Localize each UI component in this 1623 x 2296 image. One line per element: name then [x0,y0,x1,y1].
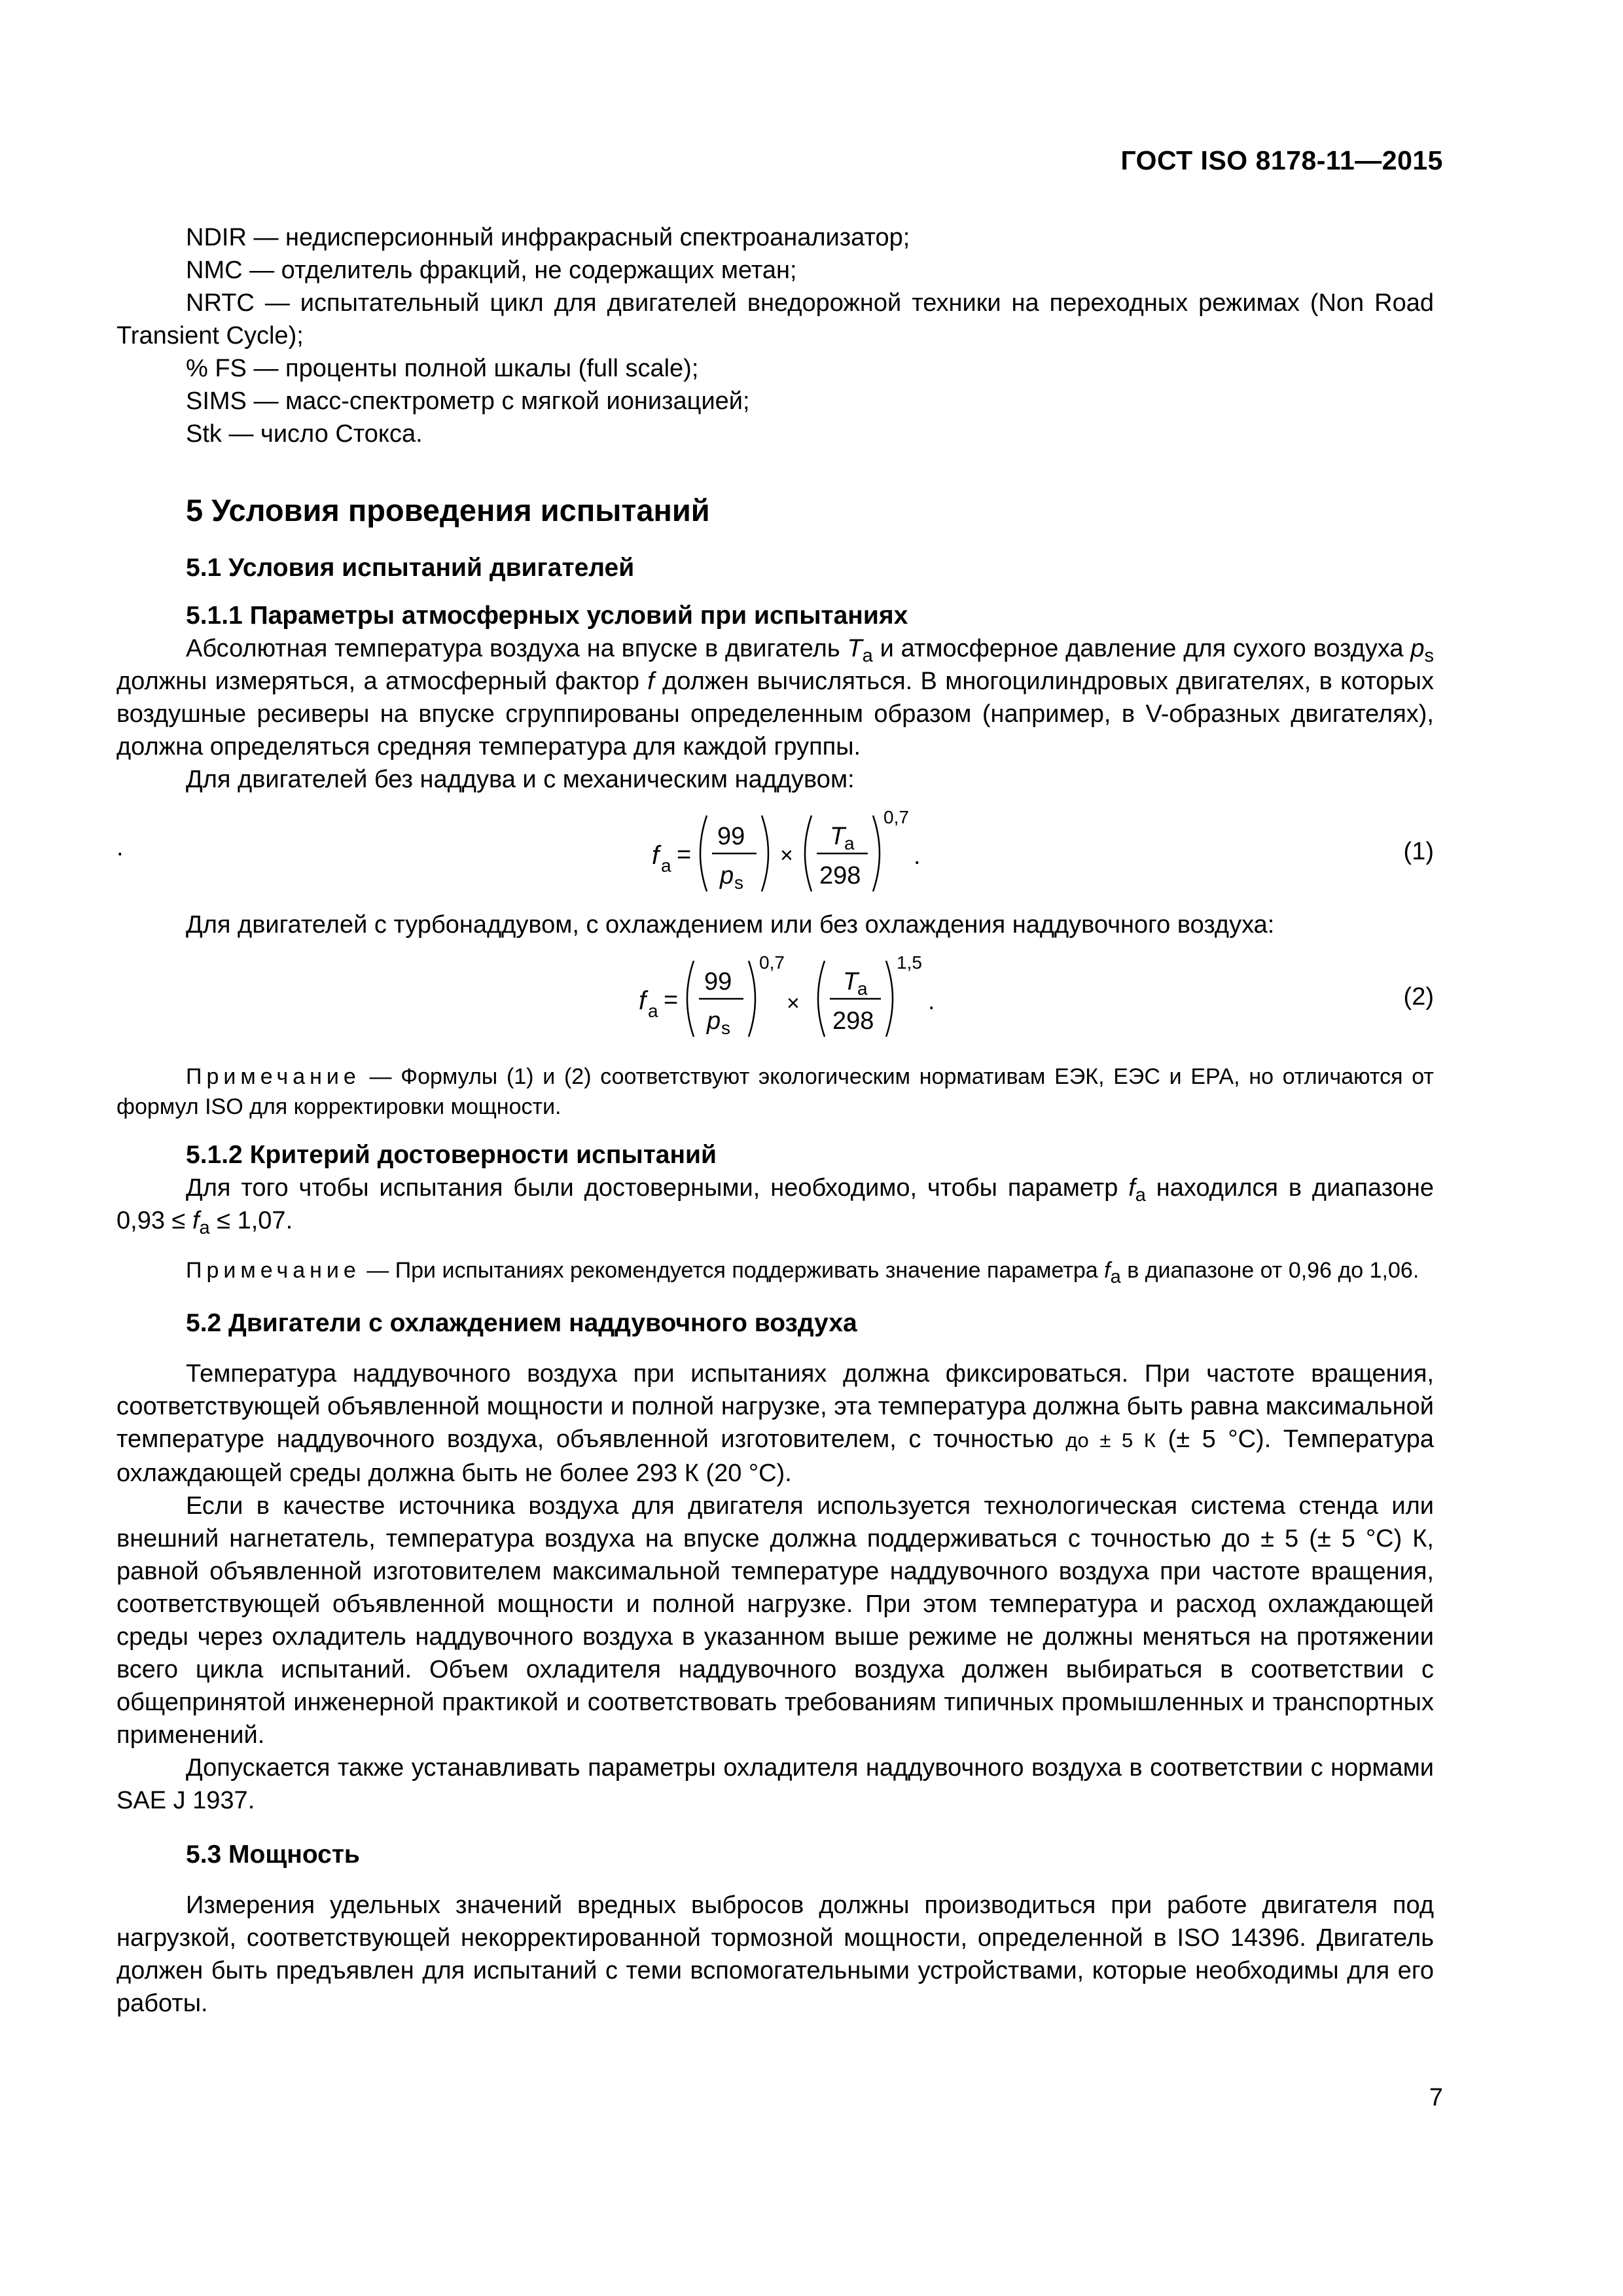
numerator-sub-a: a [857,978,868,999]
paragraph: Для двигателей без наддува и с механическим наддувом: [186,766,855,793]
formula-1-graphic [116,804,1434,903]
right-paren [873,816,880,891]
denominator-298: 298 [832,1007,874,1035]
document-header: ГОСТ ISO 8178-11—2015 [1120,145,1443,175]
formula-f: f [639,986,647,1015]
equation-number: (2) [1403,983,1434,1011]
list-item: NDIR — недисперсионный инфракрасный спектроанализатор; [186,224,910,251]
paragraph: Если в качестве источника воздуха для двигателя используется технологическая система стенда или внешний нагнетатель, температура воздуха на впуске должна поддерживаться с точностью до ± 5 (± 5 °С) К, равной объявленной изготовителем максимальной температуре наддувочного воздуха при частоте вращения, соответствующей объявленной мощности и полной нагрузке. При этом температура и расход охлаждающей среды через охладитель наддувочного воздуха в указанном выше режиме не должны меняться на протяжении всего цикла испытаний. Объем охладителя наддувочного воздуха должен выбираться в соответствии с общепринятой инженерной практикой и соответствовать требованиям типичных промышленных и транспортных применений. [116,1492,1434,1749]
denominator-p: p [707,1007,721,1035]
left-paren [818,961,825,1037]
formula-equals: = [677,841,692,869]
paragraph: Допускается также устанавливать параметры охладителя наддувочного воздуха в соответствии с нормами SAE J 1937. [116,1754,1434,1814]
numerator-T: T [830,823,846,850]
abbreviation-list [116,221,1434,450]
right-paren [886,961,893,1037]
paragraph: Температура наддувочного воздуха при испытаниях должна фиксироваться. При частоте вращения, соответствующей объявленной мощности и полной нагрузке, эта температура должна быть равна максимальной температуре наддувочного воздуха, объявленной изготовителем, с точностью до ± 5 К (± 5 °С). Температура охлаждающей среды должна быть не более 293 К (20 °С). [116,1360,1434,1487]
section-5-1-2-heading: 5.1.2 Критерий достоверности испытаний [186,1141,717,1169]
note-criterion: Примечание — При испытаниях рекомендуется поддерживать значение параметра $f_a$ в диапазоне от 0,96 до 1,06. [186,1258,1419,1287]
section-5-2-heading: 5.2 Двигатели с охлаждением наддувочного воздуха [186,1309,857,1337]
left-paren [700,816,707,891]
section-5-1-heading: 5.1 Условия испытаний двигателей [186,554,635,582]
section-5-1-1-heading: 5.1.1 Параметры атмосферных условий при испытаниях [186,601,908,630]
numerator-99: 99 [717,823,745,850]
denominator-p: p [720,862,734,889]
denominator-sub-s: s [721,1018,730,1038]
formula-2 [116,949,1434,1049]
formula-dot: . [928,988,935,1015]
numerator-sub-a: a [844,833,855,853]
paragraph: Для двигателей с турбонаддувом, с охлаждением или без охлаждения наддувочного воздуха: [186,911,1275,939]
exponent-0-7: 0,7 [883,807,909,827]
right-paren [749,961,755,1037]
formula-lead-dot: . [116,834,124,861]
left-paren [687,961,694,1037]
formula-equals: = [664,986,679,1014]
denominator-sub-s: s [734,872,743,893]
list-item: SIMS — масс-спектрометр с мягкой ионизацией; [186,387,750,415]
formula-1 [116,804,1434,903]
list-item: % FS — проценты полной шкалы (full scale); [186,355,699,382]
formula-dot: . [914,842,921,870]
section-5-3-heading: 5.3 Мощность [186,1840,360,1869]
numerator-99: 99 [704,968,732,996]
exponent-0-7: 0,7 [759,952,785,973]
formula-f: f [652,841,660,870]
section-5-heading: 5 Условия проведения испытаний [186,493,710,528]
paragraph: Для того чтобы испытания были достоверными, необходимо, чтобы параметр $f_a$ находился в диапазоне $0,93 \le f_a \le 1,07$. [116,1174,1434,1238]
paragraph: Измерения удельных значений вредных выбросов должны производиться при работе двигателя под нагрузкой, соответствующей некорректированной тормозной мощности, определенной в ISO 14396. Двигатель должен быть предъявлен для испытаний с теми вспомогательными устройствами, которые необходимы для его работы. [116,1892,1434,2017]
numerator-T: T [843,968,859,996]
formula-times: × [787,991,800,1016]
right-paren [762,816,768,891]
paragraph: Абсолютная температура воздуха на впуске в двигатель $T_a$ и атмосферное давление для сухого воздуха $p_s$ должны измеряться, а атмосферный фактор f должен вычисляться. В многоцилиндровых двигателях, в которых воздушные ресиверы на впуске сгруппированы определенным образом (например, в V-образных двигателях), должна определяться средняя температура для каждой группы. [116,635,1434,761]
formula-sub-a: a [661,855,671,876]
note-formulas: Примечание — Формулы (1) и (2) соответствуют экологическим нормативам ЕЭК, ЕЭС и ЕРА, но отличаются от формул ISO для корректировки мощности. [116,1064,1434,1119]
document-body [116,221,1434,2020]
denominator-298: 298 [819,862,861,889]
equation-number: (1) [1403,838,1434,865]
list-item: NMC — отделитель фракций, не содержащих метан; [186,257,797,284]
list-item: NRTC — испытательный цикл для двигателей внедорожной техники на переходных режимах (Non Road Transient Cycle); [116,289,1434,350]
exponent-1-5: 1,5 [897,952,922,973]
formula-sub-a: a [648,1001,658,1021]
page-number: 7 [1429,2084,1443,2111]
formula-2-graphic [116,949,1434,1049]
list-item: Stk — число Стокса. [186,420,423,448]
left-paren [805,816,812,891]
formula-times: × [780,843,793,868]
